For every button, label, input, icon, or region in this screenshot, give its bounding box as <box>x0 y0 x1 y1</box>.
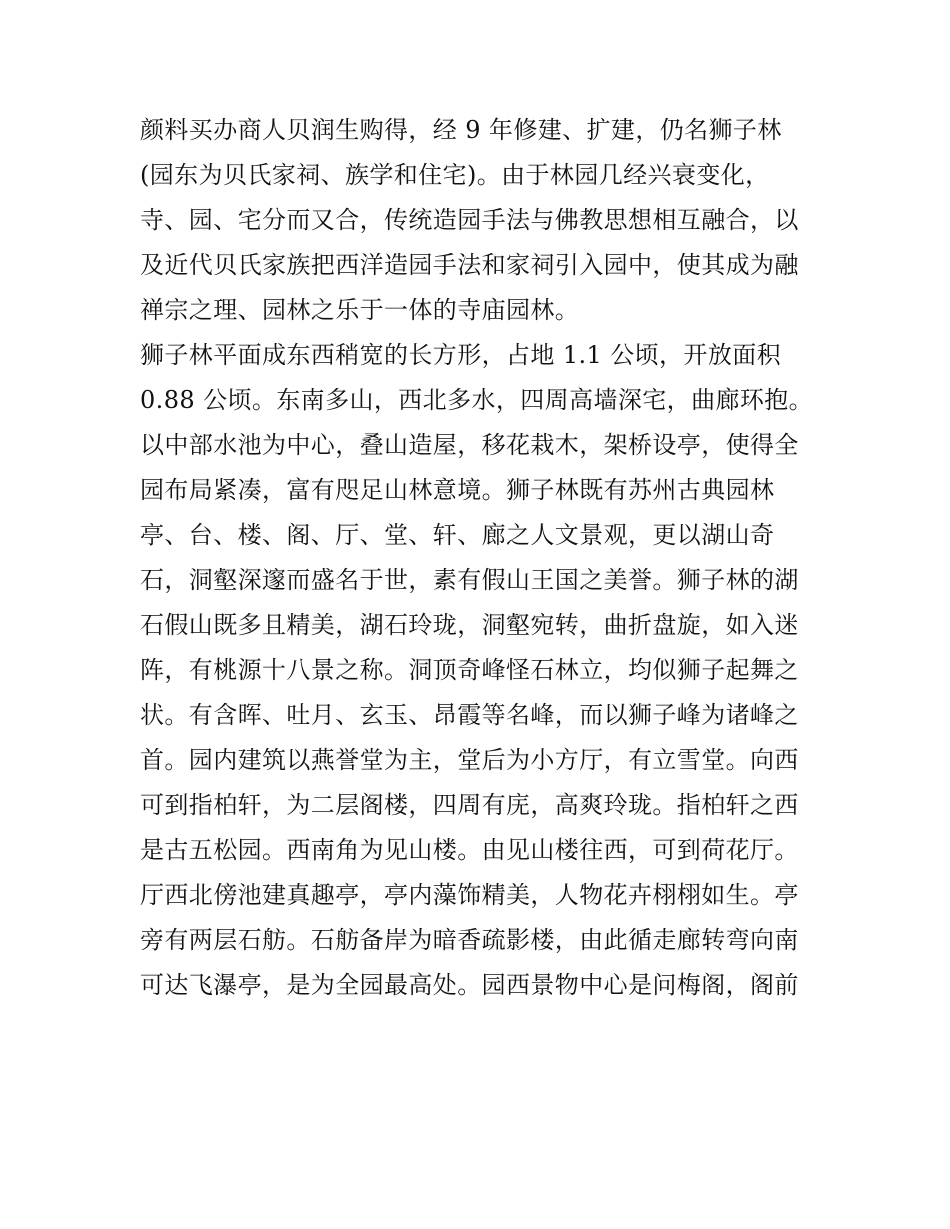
text-line-16: 可到指柏轩，为二层阁楼，四周有庑，高爽玲珑。指柏轩之西 <box>140 791 799 819</box>
text-line-7: 0.88 公顷。东南多山，西北多水，四周高墙深宅，曲廊环抱。 <box>140 386 814 414</box>
text-line-3: 寺、园、宅分而又合，传统造园手法与佛教思想相互融合，以 <box>140 206 799 234</box>
body-text <box>140 108 820 1008</box>
text-line-15: 首。园内建筑以燕誉堂为主，堂后为小方厅，有立雪堂。向西 <box>140 746 799 774</box>
text-line-11: 石，洞壑深邃而盛名于世，素有假山王国之美誉。狮子林的湖 <box>140 566 799 594</box>
text-line-17: 是古五松园。西南角为见山楼。由见山楼往西，可到荷花厅。 <box>140 836 799 864</box>
text-line-9: 园布局紧凑，富有咫足山林意境。狮子林既有苏州古典园林 <box>140 476 775 504</box>
text-line-1: 颜料买办商人贝润生购得，经 9 年修建、扩建，仍名狮子林 <box>140 116 782 144</box>
text-line-13: 阵，有桃源十八景之称。洞顶奇峰怪石林立，均似狮子起舞之 <box>140 656 799 684</box>
text-line-20: 可达飞瀑亭，是为全园最高处。园西景物中心是问梅阁，阁前 <box>140 971 799 999</box>
text-line-18: 厅西北傍池建真趣亭，亭内藻饰精美，人物花卉栩栩如生。亭 <box>140 881 799 909</box>
text-line-4: 及近代贝氏家族把西洋造园手法和家祠引入园中，使其成为融 <box>140 251 799 279</box>
text-line-10: 亭、台、楼、阁、厅、堂、轩、廊之人文景观，更以湖山奇 <box>140 521 775 549</box>
text-line-8: 以中部水池为中心，叠山造屋，移花栽木，架桥设亭，使得全 <box>140 431 799 459</box>
text-line-5: 禅宗之理、园林之乐于一体的寺庙园林。 <box>140 296 580 324</box>
text-line-2: (园东为贝氏家祠、族学和住宅)。由于林园几经兴衰变化， <box>140 161 770 189</box>
text-line-6: 狮子林平面成东西稍宽的长方形，占地 1.1 公顷，开放面积 <box>140 341 782 369</box>
text-line-14: 状。有含晖、吐月、玄玉、昂霞等名峰，而以狮子峰为诸峰之 <box>140 701 799 729</box>
text-line-19: 旁有两层石舫。石舫备岸为暗香疏影楼，由此循走廊转弯向南 <box>140 926 799 954</box>
text-line-12: 石假山既多且精美，湖石玲珑，洞壑宛转，曲折盘旋，如入迷 <box>140 611 799 639</box>
